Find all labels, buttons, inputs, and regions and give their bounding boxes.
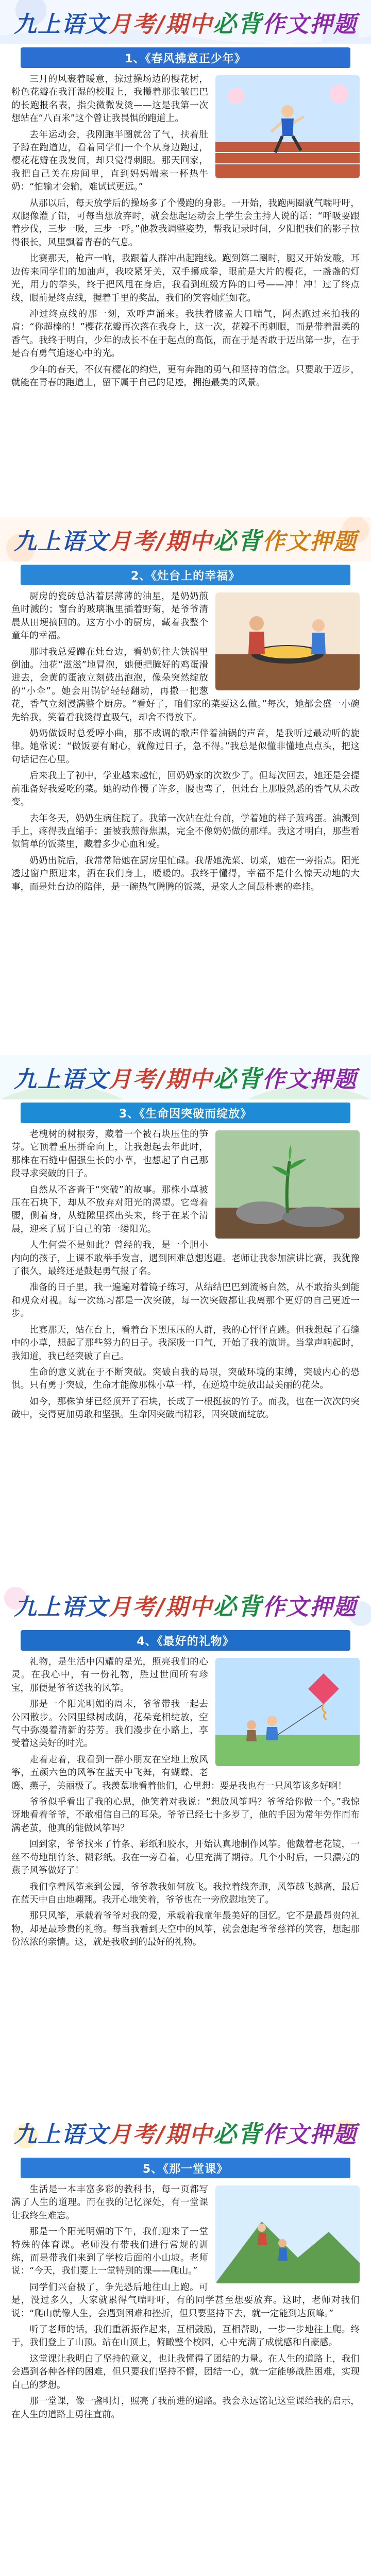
paragraph: 去年冬天，奶奶生病住院了。我第一次站在灶台前，学着她的样子煎鸡蛋。油溅到手上，疼得我直缩手；蛋被我煎得焦黑，完全不像奶奶做的那样。我这才明白，那些看似简单的饭菜里，藏着多少心血和爱。 xyxy=(11,813,360,850)
paragraph: 从那以后，每天放学后的操场多了个慢跑的身影。一开始，我跑两圈就气喘吁吁，双腿像灌了铅，可每当想放弃时，就会想起运动会上学生会主持人说的话：“呼吸要跟着步伐，三步一吸，三步一呼。”他教我调整姿势，帮我记录时间，夕阳把我们的影子拉得很长，风里飘着青春的气息。 xyxy=(11,198,360,248)
paragraph: 同学们兴奋极了，争先恐后地往山上跑。可是，没过多久，大家就累得气喘吁吁，有的同学甚至想要放弃。这时，老师对我们说：“爬山就像人生，会遇到困难和挫折，但只要坚持下去，就一定能到达顶峰。” xyxy=(11,2282,360,2319)
paragraph: 老槐树的树根旁，藏着一个被石块压住的笋芽。它顶着重压拼命向上，让我想起去年此时，那株在石缝中倔强生长的小草，也想起了自己那段寻求突破的日子。 xyxy=(11,1129,208,1179)
banner-part-1: 九上语文 xyxy=(13,1594,109,1620)
banner-part-4: 作文押题 xyxy=(262,11,358,38)
paragraph: 去年运动会，我刚跑半圈就岔了气，扶着肚子蹲在跑道边，看着同学们一个个从身边跑过，樱花花瓣在我发间，却只觉得刺眼。那天回家，我把自己关在房间里，直到妈妈端来一杯热牛奶：“怕输才会输，难试试更远。” xyxy=(11,129,208,193)
banner-part-3: 必背 xyxy=(213,10,263,38)
essay-body xyxy=(0,2183,371,2425)
paragraph: 那只风筝，承载着爷爷对我的爱，承载着我童年最美好的回忆。它不是最昂贵的礼物，却是最珍贵的礼物。每当我看到天空中的风筝，就会想起爷爷慈祥的笑容，想起那份浓浓的亲情。这，就是我收到的最好的礼物。 xyxy=(11,1911,360,1948)
essay-title: 1、《春风拂意正少年》 xyxy=(21,47,350,68)
banner-part-3: 必背 xyxy=(213,2120,263,2148)
paragraph: 生命的意义就在于不断突破。突破自我的局限，突破环境的束缚，突破内心的恐惧。只有勇于突破，生命才能像那株小草一样，在逆境中绽放出最美丽的花朵。 xyxy=(11,1367,360,1391)
banner-title xyxy=(14,2115,357,2149)
paragraph: 自然从不吝啬于“突破”的故事。那株小草被压在石块下，却从不放弃对阳光的渴望。它弯着腰，侧着身，从缝隙里探出头来，终于在某个清晨，迎来了属于自己的第一缕阳光。 xyxy=(11,1184,208,1234)
banner-part-2: 月考/期中 xyxy=(108,2122,213,2148)
essay-title: 3、《生命因突破而绽放》 xyxy=(21,1103,350,1123)
essay-title: 2、《灶台上的幸福》 xyxy=(21,565,350,585)
banner-title xyxy=(14,1588,357,1622)
paragraph: 那一堂课，像一盏明灯，照亮了我前进的道路。我会永远铭记这堂课给我的启示，在人生的道路上勇往直前。 xyxy=(11,2396,360,2420)
paragraph: 奶奶做饭时总爱哼小曲，那不成调的歌声伴着油锅的声音，是我听过最动听的旋律。她常说：“做饭要有耐心，就像过日子，急不得。”我总是似懂非懂地点点头，把这句话记在心里。 xyxy=(11,728,360,765)
essay-body xyxy=(0,73,371,393)
section-banner xyxy=(0,1583,371,1627)
section-banner xyxy=(0,517,371,562)
paragraph: 回到家，爷爷找来了竹条、彩纸和胶水，开始认真地制作风筝。他戴着老花镜，一丝不苟地削竹条、糊彩纸。我在一旁看着，心里充满了期待。几个小时后，一只漂亮的燕子风筝做好了！ xyxy=(11,1839,360,1876)
paragraph: 准备的日子里，我一遍遍对着镜子练习，从结结巴巴到流畅自然，从不敢抬头到能和观众对视。每一次练习都是一次突破，每一次突破都让我离那个更好的自己更近一步。 xyxy=(11,1282,360,1319)
paragraph: 比赛那天，枪声一响，我跟着人群冲出起跑线。跑到第二圈时，腿又开始发酸，耳边传来同学们的加油声，我咬紧牙关，双手攥成拳，眼前是大片的樱花，一盏盏的灯光，用力的拳头，终于把风甩在身后，我看到班级方阵的口号——冲！冲！过了终点线，眼前是终点线，握着手里的奖品，我们的笑容灿烂如花。 xyxy=(11,253,360,303)
paragraph: 人生何尝不是如此？曾经的我，是一个胆小内向的孩子，上课不敢举手发言，遇到困难总想逃避。老师让我参加演讲比赛，我犹豫了很久，最终还是鼓起勇气报了名。 xyxy=(11,1240,360,1277)
paragraph: 听了老师的话，我们重新振作起来，互相鼓励，互相帮助，一步一步地往上爬。终于，我们登上了山顶。站在山顶上，俯瞰整个校园，心中充满了成就感和自豪感。 xyxy=(11,2325,360,2348)
essay-section-1 xyxy=(0,0,371,517)
banner-part-2: 月考/期中 xyxy=(108,529,213,555)
paragraph: 走着走着，我看到一群小朋友在空地上放风筝，五颜六色的风筝在蓝天中飞舞，有蝴蝶、老鹰、燕子，美丽极了。我羡慕地看着他们，心里想：要是我也有一只风筝该多好啊！ xyxy=(11,1754,347,1791)
banner-part-2: 月考/期中 xyxy=(108,1594,213,1620)
paragraph: 奶奶出院后，我常常陪她在厨房里忙碌。我帮她洗菜、切菜，她在一旁指点。阳光透过窗户照进来，洒在我们身上，暖暖的。我终于懂得，幸福不是什么惊天动地的大事，而是灶台边的陪伴，是一碗热气腾腾的饭菜，是家人之间最朴素的牵挂。 xyxy=(11,855,360,892)
paragraph: 三月的风裹着暖意，掠过操场边的樱花树，粉色花瓣在我汗湿的校服上，我攥着那张皱巴巴的长跑报名表，指尖微微发烫——这是我第一次想站在“八百米”这个曾让我畏惧的跑道上。 xyxy=(11,74,208,124)
paragraph: 比赛那天，站在台上，看着台下黑压压的人群，我的心怦怦直跳。但我想起了石缝中的小草，想起了那些努力的日子。我深吸一口气，开始了我的演讲。当掌声响起时，我知道，我已经突破了自己。 xyxy=(11,1325,360,1362)
kitchen-photo-icon xyxy=(215,592,360,690)
banner-part-4: 作文押题 xyxy=(262,2122,358,2148)
paragraph: 爷爷似乎看出了我的心思，他笑着对我说：“想放风筝吗？爷爷给你做一个。”我惊讶地看着爷爷，不敢相信自己的耳朵。爷爷已经七十多岁了，他的手因为常年劳作而布满老茧，他真的能做风筝吗？ xyxy=(11,1797,360,1834)
essay-body xyxy=(0,1128,371,1425)
banner-part-4: 作文押题 xyxy=(262,1594,358,1620)
section-banner xyxy=(0,2110,371,2155)
sprout-photo-icon xyxy=(215,1130,360,1239)
banner-part-3: 必背 xyxy=(213,527,263,555)
paragraph: 厨房的瓷砖总沾着层薄薄的油星，是奶奶煎鱼时溅的；窗台的玻璃瓶里插着野菊，是爷爷清晨从田埂摘回的。这方小小的厨房，藏着我整个童年的幸福。 xyxy=(11,591,208,641)
kite-photo-icon xyxy=(215,1658,360,1766)
banner-part-1: 九上语文 xyxy=(13,2122,109,2148)
banner-title xyxy=(14,5,357,39)
essay-illustration xyxy=(215,592,360,690)
banner-part-1: 九上语文 xyxy=(13,11,109,38)
paragraph: 这堂课让我明白了坚持的意义，也让我懂得了团结的力量。在人生的道路上，我们会遇到各种各样的困难，但只要我们坚持不懈，团结一心，就一定能够战胜困难，实现自己的梦想。 xyxy=(11,2353,360,2391)
paragraph: 礼物，是生活中闪耀的星光，照亮我们的心灵。在我心中，有一份礼物，胜过世间所有珍宝，那便是爷爷送我的风筝。 xyxy=(11,1657,208,1693)
banner-part-3: 必背 xyxy=(213,1065,263,1093)
banner-part-4: 作文押题 xyxy=(262,1066,358,1093)
banner-title xyxy=(14,1060,357,1094)
banner-title xyxy=(14,522,357,556)
essay-section-5 xyxy=(0,2110,371,2576)
banner-part-1: 九上语文 xyxy=(13,1066,109,1093)
essay-body xyxy=(0,1656,371,1953)
paragraph: 少年的春天，不仅有樱花的绚烂，更有奔跑的勇气和坚持的信念。只要敢于迈步，就能在青春的跑道上，留下属于自己的足迹，拥抱最美的风景。 xyxy=(11,364,360,388)
essay-section-3 xyxy=(0,1055,371,1583)
essay-section-2 xyxy=(0,517,371,1055)
paragraph: 冲过终点线的那一刻，欢呼声涌来。我扶着膝盖大口喘气，阿杰跑过来拍我的肩：“你超棒的！”樱花花瓣再次落在我身上，这一次，花瓣不再刺眼，而是带着温柔的香气。我终于明白，少年的成长不在于起点的高低，而在于是否敢于迈出第一步，在于是否有勇气追逐心中的光。 xyxy=(11,309,360,359)
essay-illustration xyxy=(215,2185,360,2283)
essay-illustration xyxy=(215,75,360,178)
banner-part-2: 月考/期中 xyxy=(108,1066,213,1093)
essay-illustration xyxy=(215,1130,360,1239)
paragraph: 后来我上了初中，学业越来越忙，回奶奶家的次数少了。但每次回去，她还是会提前准备好我爱吃的菜。她的动作慢了许多，腰也弯了，但灶台上那股熟悉的香气从未改变。 xyxy=(11,771,360,808)
banner-part-1: 九上语文 xyxy=(13,529,109,555)
paragraph: 那时我总爱蹲在灶台边，看奶奶往大铁锅里倒油。油花“滋滋”地冒泡，她便把腌好的鸡蛋滑进去，金黄的蛋液立刻鼓出泡泡，像朵突然绽放的“小伞”。她会用锅铲轻轻翻动，再撒一把葱花，香气立刻漫满整个厨房。“看好了，咱们家的菜要这么做。”每次，她都会盛一小碗先给我，笑着看我烫得直吸气，却舍不得放下。 xyxy=(11,647,360,723)
essay-body xyxy=(0,590,371,897)
section-banner xyxy=(0,1055,371,1099)
paragraph: 我们拿着风筝来到公园，爷爷教我如何放飞。我拉着线奔跑，风筝越飞越高，最后在蓝天中自由地翱翔。我开心地笑着，爷爷也在一旁欣慰地笑了。 xyxy=(11,1882,360,1905)
essay-title: 5、《那一堂课》 xyxy=(21,2158,350,2178)
paragraph: 那是一个阳光明媚的下午，我们迎来了一堂特殊的体育课。老师没有带我们进行常规的训练，而是带我们来到了学校后面的小山坡。老师说：“今天，我们要上一堂特别的课——爬山。” xyxy=(11,2227,208,2277)
banner-part-4: 作文押题 xyxy=(262,529,358,555)
banner-part-3: 必背 xyxy=(213,1592,263,1620)
paragraph: 生活是一本丰富多彩的教科书，每一页都写满了人生的道理。而在我的记忆深处，有一堂课让我终生难忘。 xyxy=(11,2184,208,2221)
runner-photo-icon xyxy=(215,75,360,178)
hiking-class-photo-icon xyxy=(215,2185,360,2283)
essay-illustration xyxy=(215,1658,360,1766)
essay-title: 4、《最好的礼物》 xyxy=(21,1630,350,1651)
paragraph: 那是一个阳光明媚的周末，爷爷带我一起去公园散步。公园里绿树成荫，花朵竞相绽放，空气中弥漫着清新的芬芳。我们漫步在小路上，享受着这美好的时光。 xyxy=(11,1699,208,1749)
section-banner xyxy=(0,0,371,44)
banner-part-2: 月考/期中 xyxy=(108,11,213,38)
essay-section-4 xyxy=(0,1583,371,2110)
paragraph: 如今，那株笋芽已经顶开了石块，长成了一根挺拔的竹子。而我，也在一次次的突破中，变得更加勇敢和坚强。生命因突破而精彩，因突破而绽放。 xyxy=(11,1396,360,1420)
